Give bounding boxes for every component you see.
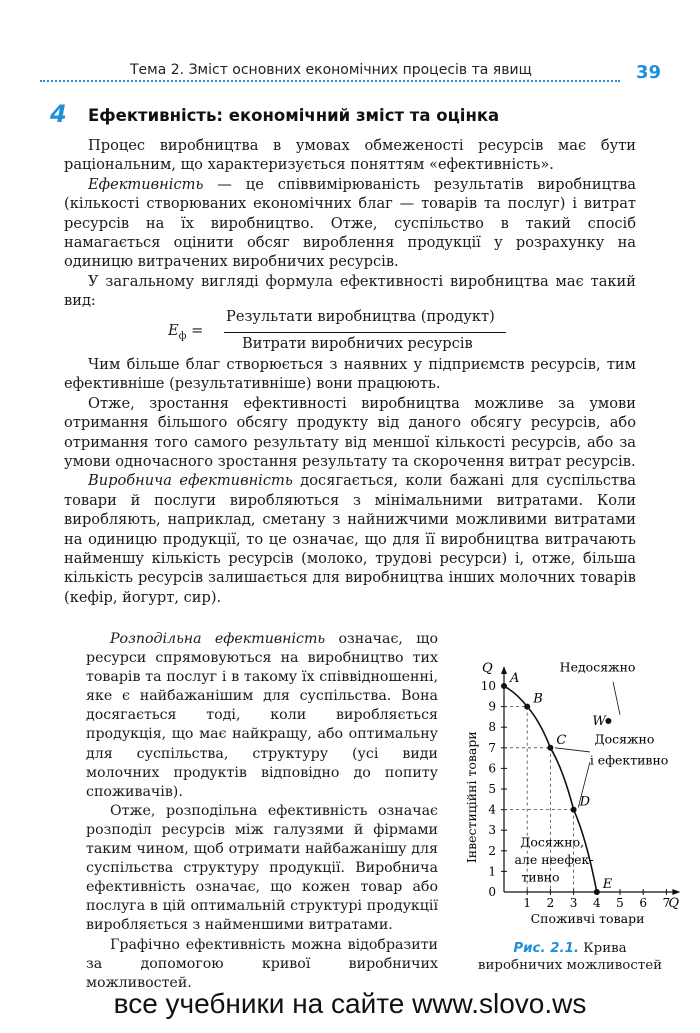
point-b <box>524 704 530 710</box>
y-tick-label: 1 <box>488 864 496 879</box>
annotation-pointer <box>555 748 590 752</box>
x-axis-label: Споживчі товари <box>530 911 645 926</box>
y-tick-label: 9 <box>488 699 496 714</box>
text-block-1 <box>64 136 636 311</box>
figure-caption <box>470 940 670 974</box>
paragraph: У загальному вигляді формула ефективності виробництва має такий вид: <box>64 272 636 310</box>
paragraph-text: означає, що ресурси спрямовуються на виробництво тих товарів та послуг і в такому їх співвідношенні, яке є найбажанішим для суспільства. Вона досягається тоді, коли виробляється продукція, що має найкращу, або оптимальну для суспільства, структуру (усі види молочних продуктів відповідно до попиту споживачів). <box>86 631 438 800</box>
paragraph: Отже, розподільна ефективність означає розподіл ресурсів між галузями й фірмами таким чином, щоб отримати найбажанішу для суспільства структуру продукції. Виробнича ефективність означає, що кожен товар або послуга в цій оптимальній структурі продукції виробляється з найменшими витратами. <box>86 802 438 934</box>
point-e <box>594 889 600 895</box>
paragraph <box>86 630 438 802</box>
y-tick-label: 0 <box>488 885 496 899</box>
annotation-inefficient-1: Досяжно, <box>520 834 585 850</box>
point-w <box>605 718 611 724</box>
point-c <box>547 745 553 751</box>
paragraph: Чим більше благ створюється з наявних у підприємств ресурсів, тим ефективніше (результативніше) вони працюють. <box>64 356 636 393</box>
paragraph <box>64 471 636 607</box>
term: Виробнича ефективність <box>88 472 293 490</box>
y-axis-letter: Q <box>482 661 493 676</box>
y-tick-label: 8 <box>488 720 496 735</box>
paragraph: Графічно ефективність можна відобразити за допомогою кривої виробничих можливостей. <box>86 936 438 991</box>
x-axis-letter: Q <box>668 896 680 911</box>
section-number: 4 <box>50 100 67 128</box>
formula-numerator: Результати виробництва (продукт) <box>226 308 495 325</box>
formula-denominator: Витрати виробничих ресурсів <box>242 335 473 352</box>
x-tick-label: 6 <box>639 896 648 910</box>
paragraph: Отже, зростання ефективності виробництва можливе за умови отримання більшого обсягу продукту від даного обсягу ресурсів, або отримання того самого результату від меншої кількості ресурсів, або за умови одночасного зростання результату та скорочення витрат ресурсів. <box>64 394 636 471</box>
figure-caption-text: Крива виробничих можливостей <box>477 941 663 973</box>
page-number: 39 <box>636 62 662 83</box>
annotation-inefficient-3: тивно <box>521 869 560 885</box>
term: Розподільна ефективність <box>110 631 326 647</box>
page-header <box>40 58 670 88</box>
x-tick-label: 1 <box>523 896 532 910</box>
point-label-d: D <box>579 794 591 810</box>
point-d <box>571 807 577 813</box>
y-tick-label: 2 <box>488 843 496 858</box>
ppf-chart <box>460 644 690 944</box>
x-tick-label: 5 <box>616 896 624 910</box>
point-label-e: E <box>602 877 613 892</box>
point-a <box>501 683 507 689</box>
point-label-c: C <box>556 732 567 748</box>
header-divider <box>40 80 620 82</box>
term: Ефективність <box>88 175 204 193</box>
paragraph-text: — це співвимірюваність результатів виробництва (кількості створюваних економічних благ — товарів та послуг) і витрат ресурсів на їх виробництво. Отже, суспільство в такий спосіб намагається оцінити обсяг вироблення продукції у розрахунку на одиницю витрачених виробничих ресурсів. <box>64 175 636 271</box>
y-tick-label: 7 <box>488 740 496 755</box>
y-axis-arrow <box>501 666 507 674</box>
annotation-inefficient-2: але неефек- <box>514 852 594 868</box>
annotation-pointer <box>613 682 620 715</box>
x-tick-label: 2 <box>546 896 555 910</box>
x-axis-arrow <box>672 889 680 895</box>
point-label-w: W <box>592 714 606 730</box>
fraction-bar <box>224 332 506 333</box>
text-block-2 <box>64 355 636 607</box>
annotation-efficient-1: Досяжно <box>594 731 655 747</box>
efficiency-formula <box>168 308 518 356</box>
section-title: Ефективність: економічний зміст та оцінка <box>88 106 500 125</box>
text-column-left <box>86 630 438 993</box>
y-axis-label: Інвестиційні товари <box>464 731 479 864</box>
y-tick-label: 5 <box>488 782 496 796</box>
y-tick-label: 10 <box>480 679 496 693</box>
paragraph <box>64 175 636 272</box>
y-tick-label: 4 <box>488 802 496 817</box>
y-tick-label: 3 <box>488 823 496 838</box>
figure-number: Рис. 2.1. <box>513 941 580 956</box>
formula-lhs: $E_ф$ = <box>168 322 204 342</box>
paragraph: Процес виробництва в умовах обмеженості ресурсів має бути раціональним, що характеризується поняттям «ефективність». <box>64 137 636 174</box>
annotation-efficient-2: і ефективно <box>589 752 669 768</box>
ppf-chart-svg <box>460 644 690 944</box>
paragraph-text: досягається, коли бажані для суспільства товари й послуги виробляються з мінімальними витратами. Коли виробляють, наприклад, сметану з найнижчими можливими витратами на одиницю продукції, то це означає, що для її виробництва витрачають найменшу кількість ресурсів (молоко, трудові ресурси) і, отже, більша кількість ресурсів залишається для виробництва інших молочних товарів (кефір, йогурт, сир). <box>64 472 636 606</box>
x-tick-label: 7 <box>662 896 671 910</box>
chapter-title: Тема 2. Зміст основних економічних процесів та явищ <box>130 62 532 78</box>
point-label-a: A <box>510 671 520 686</box>
x-tick-label: 4 <box>592 896 601 910</box>
x-tick-label: 3 <box>569 896 578 910</box>
site-footer: все учебники на сайте www.slovo.ws <box>113 988 587 1019</box>
annotation-unattainable: Недосяжно <box>559 659 636 675</box>
point-label-b: B <box>533 691 543 707</box>
y-tick-label: 6 <box>488 761 496 776</box>
